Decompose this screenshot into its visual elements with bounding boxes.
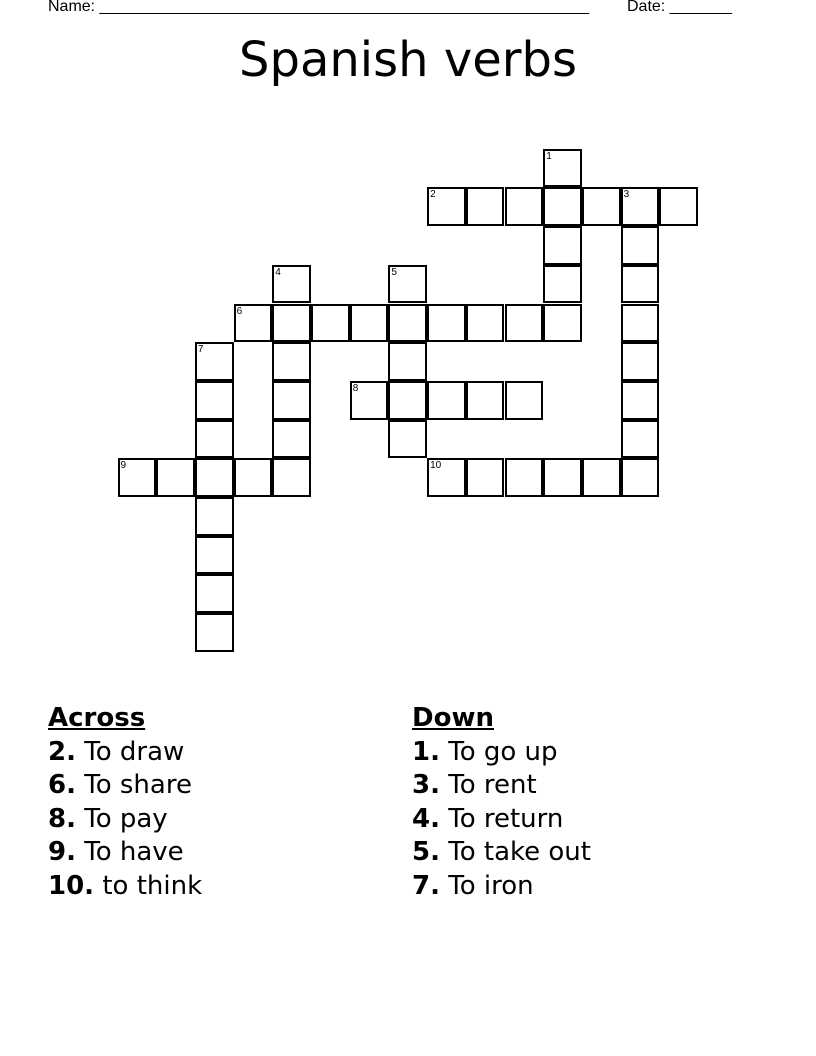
clue-number: 10. — [48, 870, 95, 901]
grid-cell[interactable] — [543, 187, 582, 226]
grid-cell[interactable] — [621, 265, 660, 304]
clue-number: 6. — [48, 770, 76, 800]
cell-number: 1 — [546, 150, 552, 162]
grid-cell[interactable] — [195, 458, 234, 497]
cell-number: 4 — [275, 266, 281, 278]
grid-cell[interactable] — [272, 304, 311, 343]
grid-cell[interactable] — [195, 613, 234, 652]
cell-number: 8 — [352, 382, 359, 394]
down-clue — [412, 836, 591, 870]
grid-cell[interactable] — [505, 187, 544, 226]
clue-number: 5. — [412, 837, 440, 867]
down-clues — [412, 702, 591, 903]
grid-cell[interactable] — [582, 187, 621, 226]
clue-number: 4. — [412, 803, 440, 834]
down-clue — [412, 803, 591, 837]
clue-number: 3. — [412, 770, 440, 800]
grid-cell[interactable] — [388, 304, 427, 343]
clue-number: 1. — [412, 736, 440, 767]
grid-cell[interactable] — [388, 420, 427, 459]
grid-cell[interactable] — [272, 420, 311, 459]
grid-cell[interactable] — [543, 304, 582, 343]
grid-cell[interactable] — [543, 458, 582, 497]
grid-cell[interactable] — [505, 458, 544, 497]
grid-cell[interactable] — [272, 458, 311, 497]
clue-text: To share — [84, 770, 192, 800]
grid-cell[interactable] — [466, 458, 505, 497]
name-line: Name: _______________________________________________________ — [48, 0, 589, 15]
grid-cell[interactable] — [195, 536, 234, 575]
across-clue — [48, 769, 202, 803]
clue-text: To take out — [448, 837, 591, 867]
grid-cell[interactable] — [388, 381, 427, 420]
cell-number: 5 — [391, 266, 397, 278]
across-clue — [48, 803, 202, 837]
grid-cell[interactable] — [466, 187, 505, 226]
clue-number: 2. — [48, 736, 76, 767]
grid-cell[interactable] — [582, 458, 621, 497]
grid-cell[interactable] — [427, 381, 466, 420]
grid-cell[interactable] — [195, 420, 234, 459]
clue-number: 8. — [48, 803, 76, 834]
grid-cell[interactable] — [311, 304, 350, 343]
clue-text: To rent — [448, 770, 537, 800]
down-clue — [412, 870, 591, 904]
grid-cell[interactable] — [234, 458, 273, 497]
grid-cell[interactable] — [427, 304, 466, 343]
page-title: Spanish verbs — [239, 32, 577, 88]
grid-cell[interactable] — [621, 420, 660, 459]
grid-cell[interactable] — [621, 458, 660, 497]
grid-cell[interactable] — [272, 381, 311, 420]
down-clue — [412, 769, 591, 803]
grid-cell[interactable] — [621, 226, 660, 265]
grid-cell[interactable] — [543, 265, 582, 304]
grid-cell[interactable] — [505, 304, 544, 343]
cell-number: 3 — [623, 189, 630, 201]
clue-text: To have — [84, 837, 184, 867]
clue-number: 7. — [412, 870, 440, 901]
clue-text: To pay — [84, 803, 168, 834]
date-line: Date: _______ — [627, 0, 732, 15]
grid-cell[interactable] — [505, 381, 544, 420]
grid-cell[interactable] — [272, 342, 311, 381]
grid-cell[interactable] — [621, 342, 660, 381]
down-clue — [412, 736, 591, 770]
grid-cell[interactable] — [388, 342, 427, 381]
grid-cell[interactable] — [621, 304, 660, 343]
grid-cell[interactable] — [195, 497, 234, 536]
across-heading: Across — [48, 703, 146, 733]
grid-cell[interactable] — [466, 381, 505, 420]
clue-text: To go up — [448, 736, 558, 767]
grid-cell[interactable] — [621, 381, 660, 420]
grid-cell[interactable] — [195, 574, 234, 613]
cell-number: 9 — [120, 460, 127, 472]
clue-text: to think — [102, 870, 203, 901]
clue-number: 9. — [48, 837, 76, 867]
clue-text: To iron — [448, 870, 534, 901]
grid-cell[interactable] — [350, 304, 389, 343]
across-clues — [48, 702, 202, 903]
grid-cell[interactable] — [195, 381, 234, 420]
cell-number: 2 — [430, 189, 436, 201]
cell-number: 6 — [236, 305, 243, 317]
across-clue — [48, 870, 202, 904]
grid-cell[interactable] — [466, 304, 505, 343]
down-heading: Down — [412, 703, 494, 733]
cell-number: 7 — [197, 344, 204, 356]
grid-cell[interactable] — [156, 458, 195, 497]
grid-cell[interactable] — [543, 226, 582, 265]
clue-text: To return — [448, 803, 564, 834]
clue-text: To draw — [84, 736, 185, 767]
across-clue — [48, 736, 202, 770]
cell-number: 10 — [430, 460, 442, 472]
across-clue — [48, 836, 202, 870]
grid-cell[interactable] — [659, 187, 698, 226]
